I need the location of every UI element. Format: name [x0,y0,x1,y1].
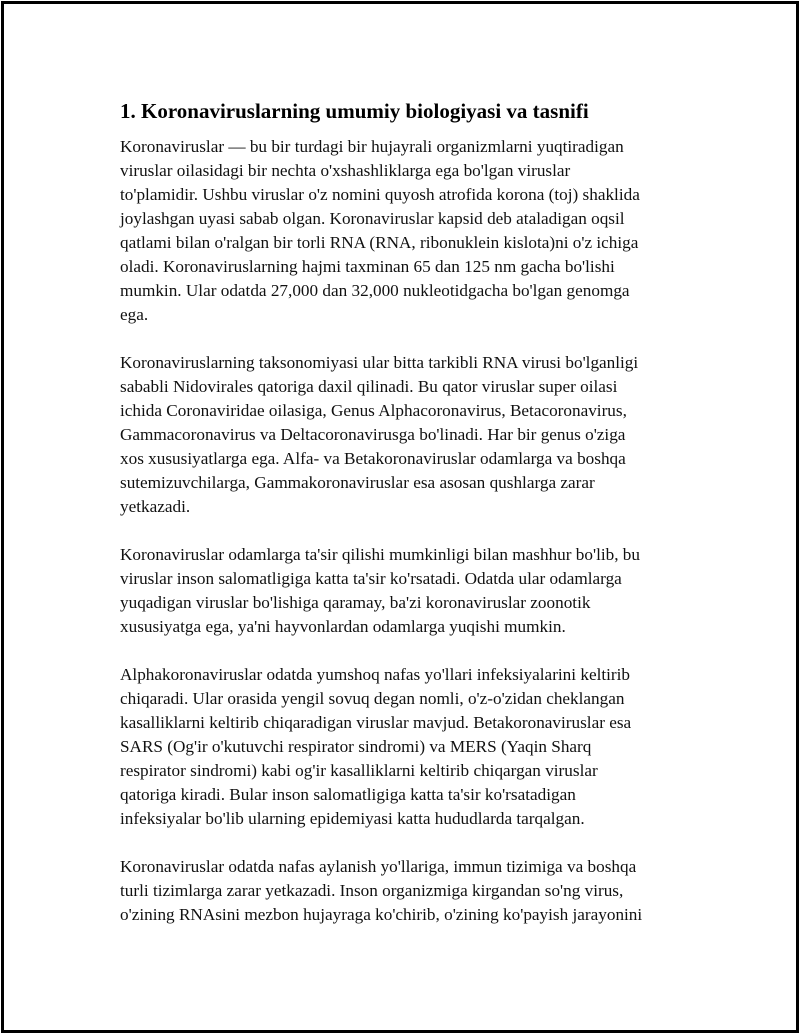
text-line: turli tizimlarga zarar yetkazadi. Inson organizmiga kirgandan so'ng virus, [120,881,624,900]
text-line: infeksiyalar bo'lib ularning epidemiyasi katta hududlarda tarqalgan. [120,809,585,828]
text-line: Koronaviruslar odatda nafas aylanish yo'llariga, immun tizimiga va boshqa [120,857,637,876]
text-line: yetkazadi. [120,497,191,516]
text-line: chiqaradi. Ular orasida yengil sovuq degan nomli, o'z-o'zidan cheklangan [120,689,625,708]
text-line: qatoriga kiradi. Bular inson salomatligiga katta ta'sir ko'rsatadigan [120,785,576,804]
text-line: mumkin. Ular odatda 27,000 dan 32,000 nukleotidgacha bo'lgan genomga [120,281,630,300]
document-body [120,97,686,951]
text-line: Koronaviruslar — bu bir turdagi bir hujayrali organizmlarni yuqtiradigan [120,137,624,156]
body-paragraph [120,351,686,519]
text-line: xususiyatga ega, ya'ni hayvonlardan odamlarga yuqishi mumkin. [120,617,566,636]
text-line: Alphakoronaviruslar odatda yumshoq nafas yo'llari infeksiyalarini keltirib [120,665,630,684]
text-line: viruslar inson salomatligiga katta ta'sir ko'rsatadi. Odatda ular odamlarga [120,569,622,588]
body-paragraph [120,663,686,831]
text-line: oladi. Koronaviruslarning hajmi taxminan 65 dan 125 nm gacha bo'lishi [120,257,615,276]
text-line: yuqadigan viruslar bo'lishiga qaramay, ba'zi koronaviruslar zoonotik [120,593,591,612]
text-line: kasalliklarni keltirib chiqaradigan viruslar mavjud. Betakoronaviruslar esa [120,713,632,732]
text-line: Koronaviruslar odamlarga ta'sir qilishi mumkinligi bilan mashhur bo'lib, bu [120,545,640,564]
text-line: SARS (Og'ir o'kutuvchi respirator sindromi) va MERS (Yaqin Sharq [120,737,592,756]
text-line: respirator sindromi) kabi og'ir kasalliklarni keltirib chiqargan viruslar [120,761,598,780]
text-line: joylashgan uyasi sabab olgan. Koronaviruslar kapsid deb ataladigan oqsil [120,209,625,228]
text-line: ichida Coronaviridae oilasiga, Genus Alphacoronavirus, Betacoronavirus, [120,401,627,420]
body-paragraph [120,855,686,927]
text-line: qatlami bilan o'ralgan bir torli RNA (RNA, ribonuklein kislota)ni o'z ichiga [120,233,639,252]
text-line: sutemizuvchilarga, Gammakoronaviruslar esa asosan qushlarga zarar [120,473,595,492]
text-line: xos xususiyatlarga ega. Alfa- va Betakoronaviruslar odamlarga va boshqa [120,449,626,468]
page-frame [1,1,799,1033]
text-line: Gammacoronavirus va Deltacoronavirusga bo'linadi. Har bir genus o'ziga [120,425,626,444]
text-line: to'plamidir. Ushbu viruslar o'z nomini quyosh atrofida korona (toj) shaklida [120,185,640,204]
section-heading: 1. Koronaviruslarning umumiy biologiyasi va tasnifi [120,99,589,123]
text-line: o'zining RNAsini mezbon hujayraga ko'chirib, o'zining ko'payish jarayonini [120,905,643,924]
body-paragraph [120,135,686,327]
paragraph-list [120,135,686,927]
text-line: Koronaviruslarning taksonomiyasi ular bitta tarkibli RNA virusi bo'lganligi [120,353,639,372]
text-line: ega. [120,305,149,324]
text-line: viruslar oilasidagi bir nechta o'xshashliklarga ega bo'lgan viruslar [120,161,571,180]
body-paragraph [120,543,686,639]
text-line: sababli Nidovirales qatoriga daxil qilinadi. Bu qator viruslar super oilasi [120,377,618,396]
